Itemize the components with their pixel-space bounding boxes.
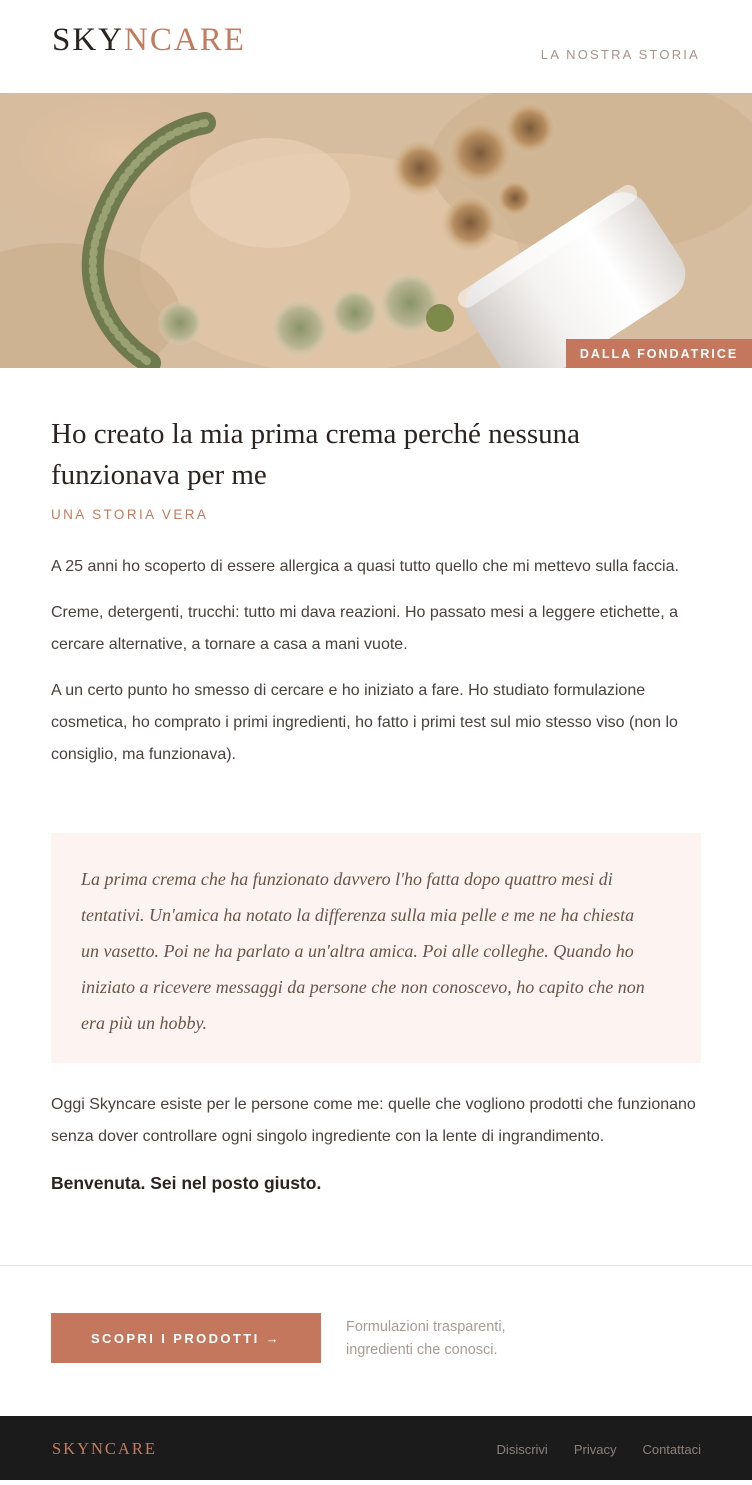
pull-quote: [51, 833, 701, 1063]
footer-link-contact[interactable]: Contattaci: [642, 1442, 701, 1457]
section-divider: [0, 1265, 752, 1266]
hero-photo: [0, 93, 752, 368]
article-headline: Ho creato la mia prima crema perché nessuna funzionava per me: [51, 418, 580, 491]
article-kicker: UNA STORIA VERA: [51, 507, 209, 522]
cta-note: Formulazioni trasparenti, ingredienti che conosci.: [346, 1319, 506, 1358]
discover-products-button[interactable]: SCOPRI I PRODOTTI →: [51, 1313, 321, 1363]
paragraph: A 25 anni ho scoperto di essere allergica a quasi tutto quello che mi mettevo sulla faccia.: [51, 558, 679, 575]
paragraph: A un certo punto ho smesso di cercare e ho iniziato a fare. Ho studiato formulazione cosmetica, ho comprato i primi ingredienti, ho fatto i primi test sul mio stesso viso (non lo consiglio, ma funzionava).: [51, 682, 678, 763]
footer-link-privacy[interactable]: Privacy: [573, 1442, 617, 1457]
paragraph: Creme, detergenti, trucchi: tutto mi dava reazioni. Ho passato mesi a leggere etichette, a cercare alternative, a tornare a casa a mani vuote.: [51, 604, 678, 653]
logo-text-primary: SKY: [52, 22, 125, 58]
closing-paragraph: Oggi Skyncare esiste per le persone come me: quelle che vogliono prodotti che funzionano senza dover controllare ogni singolo ingrediente con la lente di ingrandimento.: [51, 1096, 696, 1145]
brand-logo[interactable]: [52, 22, 246, 59]
logo-text-accent: NCARE: [124, 22, 246, 58]
footer-links: [497, 1442, 701, 1457]
pull-quote-text: La prima crema che ha funzionato davvero l'ho fatta dopo quattro mesi di tentativi. Un'amica ha notato la differenza sulla mia pelle e me ne ha chiesta un vasetto. Poi ne ha parlato a un'altra amica. Poi alle colleghe. Quando ho iniziato a ricevere messaggi da persone che non conoscevo, ho capito che non era più un hobby.: [81, 869, 645, 1033]
header: [0, 0, 752, 93]
article-body: [51, 414, 701, 771]
footer: [0, 1416, 752, 1480]
hero-badge: DALLA FONDATRICE: [566, 339, 752, 368]
nav-link-our-story[interactable]: LA NOSTRA STORIA: [540, 47, 700, 62]
closing-section: [51, 1089, 701, 1194]
footer-link-unsubscribe[interactable]: Disiscrivi: [496, 1442, 548, 1457]
hero-image: [0, 93, 752, 368]
footer-logo[interactable]: SKYNCARE: [52, 1439, 157, 1458]
welcome-text: Benvenuta. Sei nel posto giusto.: [51, 1173, 322, 1193]
